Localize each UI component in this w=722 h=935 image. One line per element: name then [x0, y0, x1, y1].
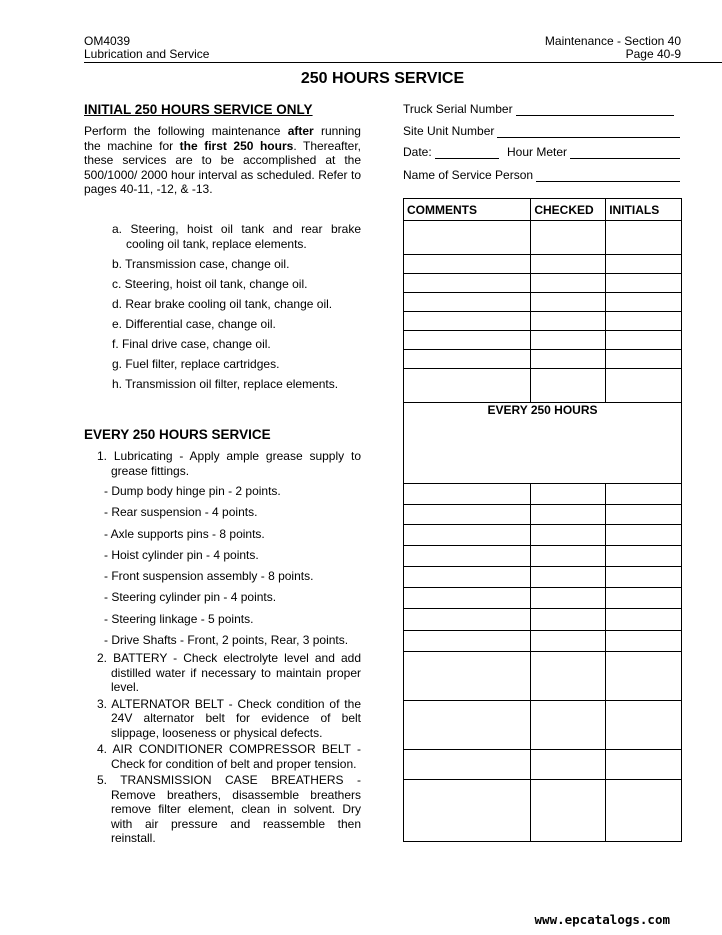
initials-cell[interactable]: [606, 255, 682, 274]
checklist-row: [404, 274, 682, 293]
initials-cell[interactable]: [606, 312, 682, 331]
header-rule: [84, 62, 722, 63]
initials-cell[interactable]: [606, 780, 682, 842]
date-line[interactable]: [435, 147, 499, 159]
truck-serial-label: Truck Serial Number: [403, 102, 513, 116]
service-person-field[interactable]: [403, 168, 680, 182]
site-unit-label: Site Unit Number: [403, 124, 495, 138]
comments-cell[interactable]: [404, 750, 531, 780]
comments-cell[interactable]: [404, 255, 531, 274]
checked-cell[interactable]: [531, 588, 606, 609]
checklist-row: [404, 567, 682, 588]
lube-point: - Dump body hinge pin - 2 points.: [104, 484, 281, 498]
checklist-row: [404, 631, 682, 652]
initials-cell[interactable]: [606, 546, 682, 567]
checklist-row: [404, 369, 682, 403]
comments-cell[interactable]: [404, 312, 531, 331]
lube-point: - Drive Shafts - Front, 2 points, Rear, 3 points.: [104, 633, 349, 648]
checked-cell[interactable]: [531, 631, 606, 652]
initials-cell[interactable]: [606, 484, 682, 505]
paragraph-run: Perform the following maintenance: [84, 124, 288, 138]
checked-cell[interactable]: [531, 505, 606, 525]
comments-cell[interactable]: [404, 546, 531, 567]
checklist-row: [404, 293, 682, 312]
checklist-table: [403, 198, 682, 842]
lubricating-item: 1. Lubricating - Apply ample grease supply to grease fittings.: [97, 449, 361, 478]
comments-cell[interactable]: [404, 274, 531, 293]
checked-cell[interactable]: [531, 312, 606, 331]
comments-cell[interactable]: [404, 701, 531, 750]
checklist-row: [404, 780, 682, 842]
comments-cell[interactable]: [404, 350, 531, 369]
comments-cell[interactable]: [404, 652, 531, 701]
footer-url: www.epcatalogs.com: [534, 912, 670, 927]
checklist-row: [404, 525, 682, 546]
comments-cell[interactable]: [404, 525, 531, 546]
date-label: Date:: [403, 145, 432, 159]
checked-cell[interactable]: [531, 369, 606, 403]
initials-cell[interactable]: [606, 350, 682, 369]
initial-item: f. Final drive case, change oil.: [112, 336, 271, 351]
initial-heading: INITIAL 250 HOURS SERVICE ONLY: [84, 102, 313, 117]
lube-point: - Steering cylinder pin - 4 points.: [104, 590, 277, 605]
checked-cell[interactable]: [531, 780, 606, 842]
col-checked: CHECKED: [531, 199, 606, 221]
checklist-row: [404, 609, 682, 631]
checklist-row: [404, 255, 682, 274]
initial-item: a. Steering, hoist oil tank and rear brake cooling oil tank, replace elements.: [112, 222, 361, 251]
checked-cell[interactable]: [531, 546, 606, 567]
checked-cell[interactable]: [531, 221, 606, 255]
service-items-list: [97, 651, 361, 848]
hour-meter-field[interactable]: [507, 145, 680, 159]
initials-cell[interactable]: [606, 567, 682, 588]
initials-cell[interactable]: [606, 588, 682, 609]
every-heading: EVERY 250 HOURS SERVICE: [84, 427, 271, 442]
every-250-label: EVERY 250 HOURS: [404, 403, 682, 484]
page-number: Page 40-9: [625, 47, 681, 61]
service-item: 4. AIR CONDITIONER COMPRESSOR BELT - Check for condition of belt and proper tension.: [97, 742, 361, 771]
service-item: 2. BATTERY - Check electrolyte level and add distilled water if necessary to maintain proper level.: [97, 651, 361, 694]
truck-serial-field[interactable]: [403, 102, 674, 116]
checklist-row: [404, 331, 682, 350]
checked-cell[interactable]: [531, 484, 606, 505]
hour-meter-label: Hour Meter: [507, 145, 568, 159]
lube-point: - Front suspension assembly - 8 points.: [104, 569, 314, 584]
checklist-row: [404, 350, 682, 369]
date-field[interactable]: [403, 145, 499, 159]
checked-cell[interactable]: [531, 652, 606, 701]
initials-cell[interactable]: [606, 293, 682, 312]
initials-cell[interactable]: [606, 525, 682, 546]
checklist-row: [404, 652, 682, 701]
initial-item: e. Differential case, change oil.: [112, 316, 276, 331]
checklist-row: [404, 588, 682, 609]
doc-number: OM4039: [84, 34, 131, 48]
checklist-row: [404, 221, 682, 255]
doc-subtitle: Lubrication and Service: [84, 47, 210, 61]
initials-cell[interactable]: [606, 505, 682, 525]
paragraph-run: . Thereafter, these services are to be accomplished at the 500/1000/ 2000 hour interval as scheduled. Refer to pages 40-11, -12, & -13.: [84, 138, 362, 196]
comments-cell[interactable]: [404, 331, 531, 350]
service-item: 5. TRANSMISSION CASE BREATHERS - Remove breathers, disassemble breathers remove filter element, clean in solvent. Dry with air pressure and reassemble then reinstall.: [97, 773, 361, 845]
comments-cell[interactable]: [404, 369, 531, 403]
initial-items: [112, 222, 361, 397]
checked-cell[interactable]: [531, 331, 606, 350]
initial-item: c. Steering, hoist oil tank, change oil.: [112, 276, 308, 291]
paragraph-run: running the machine for: [84, 124, 361, 153]
checklist-row: [404, 484, 682, 505]
lube-point: - Steering linkage - 5 points.: [104, 611, 254, 626]
comments-cell[interactable]: [404, 609, 531, 631]
comments-cell[interactable]: [404, 505, 531, 525]
checked-cell[interactable]: [531, 701, 606, 750]
initials-cell[interactable]: [606, 750, 682, 780]
initial-item: d. Rear brake cooling oil tank, change oil.: [112, 296, 333, 311]
initial-item: h. Transmission oil filter, replace elements.: [112, 376, 339, 391]
checked-cell[interactable]: [531, 525, 606, 546]
checklist-row: [404, 750, 682, 780]
initial-item: b. Transmission case, change oil.: [112, 256, 290, 271]
truck-serial-line[interactable]: [516, 104, 674, 116]
comments-cell[interactable]: [404, 780, 531, 842]
initials-cell[interactable]: [606, 652, 682, 701]
checklist-row: [404, 312, 682, 331]
checked-cell[interactable]: [531, 567, 606, 588]
col-initials: INITIALS: [606, 199, 682, 221]
col-comments: COMMENTS: [404, 199, 531, 221]
comments-cell[interactable]: [404, 631, 531, 652]
checked-cell[interactable]: [531, 750, 606, 780]
site-unit-line[interactable]: [497, 126, 680, 138]
initials-cell[interactable]: [606, 631, 682, 652]
checklist-row: [404, 505, 682, 525]
comments-cell[interactable]: [404, 221, 531, 255]
service-person-label: Name of Service Person: [403, 168, 534, 182]
checked-cell[interactable]: [531, 293, 606, 312]
checklist-row: [404, 546, 682, 567]
lube-point: - Axle supports pins - 8 points.: [104, 526, 265, 541]
paragraph-run: the first 250 hours: [179, 138, 294, 153]
checked-cell[interactable]: [531, 350, 606, 369]
checklist-row: [404, 701, 682, 750]
comments-cell[interactable]: [404, 588, 531, 609]
checked-cell[interactable]: [531, 609, 606, 631]
initial-item: g. Fuel filter, replace cartridges.: [112, 356, 280, 371]
initials-cell[interactable]: [606, 331, 682, 350]
checked-cell[interactable]: [531, 255, 606, 274]
hour-meter-line[interactable]: [570, 147, 680, 159]
initials-cell[interactable]: [606, 609, 682, 631]
lube-point: - Hoist cylinder pin - 4 points.: [104, 547, 259, 562]
initials-cell[interactable]: [606, 701, 682, 750]
checked-cell[interactable]: [531, 274, 606, 293]
lube-points-list: [104, 484, 362, 654]
section-label: Maintenance - Section 40: [544, 34, 681, 48]
comments-cell[interactable]: [404, 293, 531, 312]
site-unit-field[interactable]: [403, 124, 680, 138]
paragraph-run: after: [287, 124, 314, 138]
initial-paragraph: [84, 124, 361, 197]
initials-cell[interactable]: [606, 221, 682, 255]
comments-cell[interactable]: [404, 484, 531, 505]
lube-point: - Rear suspension - 4 points.: [104, 505, 258, 520]
page-title: 250 HOURS SERVICE: [300, 70, 465, 87]
comments-cell[interactable]: [404, 567, 531, 588]
service-item: 3. ALTERNATOR BELT - Check condition of the 24V alternator belt for evidence of belt slippage, looseness or physical defects.: [97, 696, 361, 740]
service-person-line[interactable]: [536, 170, 680, 182]
initials-cell[interactable]: [606, 369, 682, 403]
initials-cell[interactable]: [606, 274, 682, 293]
